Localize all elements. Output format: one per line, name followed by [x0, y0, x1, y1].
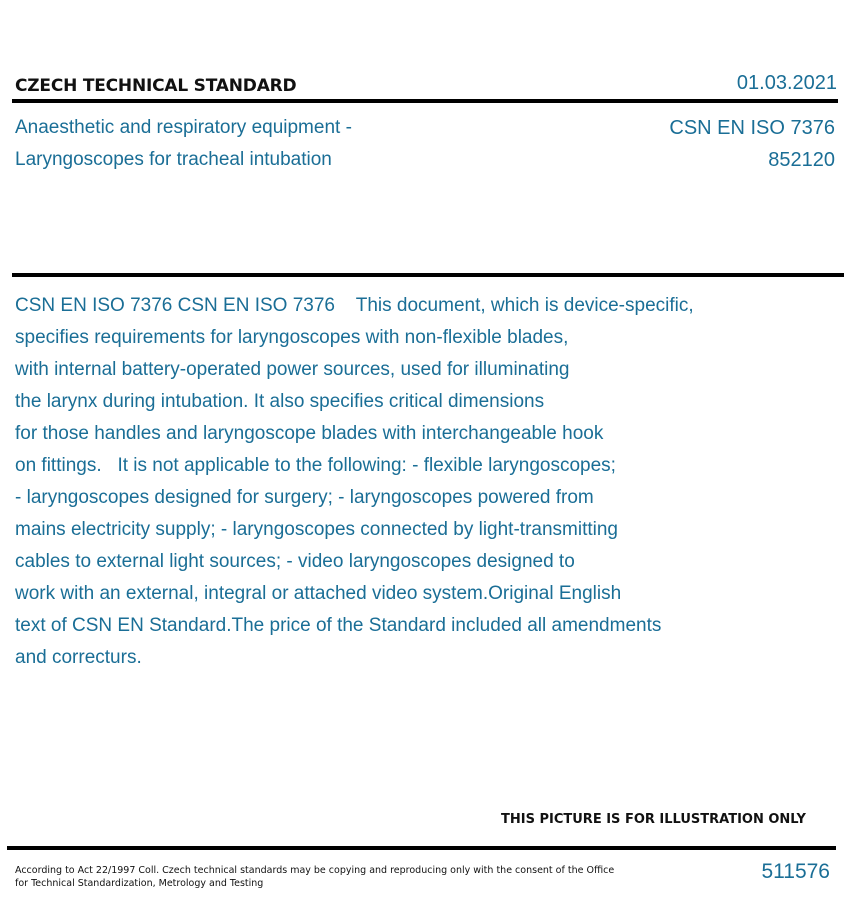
footer-divider: [7, 846, 836, 850]
legal-notice: [15, 864, 614, 890]
header-divider: [12, 99, 838, 103]
description-line: - laryngoscopes designed for surgery; - laryngoscopes powered from: [15, 487, 594, 508]
standard-code: CSN EN ISO 7376: [669, 117, 835, 139]
description-line: on fittings. It is not applicable to the following: - flexible laryngoscopes;: [15, 455, 616, 476]
publication-date: 01.03.2021: [736, 72, 837, 94]
standard-title-line-2: Laryngoscopes for tracheal intubation: [15, 149, 332, 170]
description-line: with internal battery-operated power sources, used for illuminating: [15, 359, 570, 380]
description-line: the larynx during intubation. It also specifies critical dimensions: [15, 391, 545, 412]
legal-notice-line: for Technical Standardization, Metrology and Testing: [15, 878, 264, 889]
legal-notice-line: According to Act 22/1997 Coll. Czech technical standards may be copying and reproducing only with the consent of the Office: [15, 865, 615, 876]
standard-title-line-1: Anaesthetic and respiratory equipment -: [15, 117, 352, 138]
description-line: text of CSN EN Standard.The price of the Standard included all amendments: [15, 615, 662, 636]
description-line: and correcturs.: [15, 647, 142, 668]
description-line: mains electricity supply; - laryngoscopes connected by light-transmitting: [15, 519, 618, 540]
illustration-disclaimer: THIS PICTURE IS FOR ILLUSTRATION ONLY: [501, 812, 806, 827]
section-divider: [12, 273, 844, 277]
document-number: 511576: [761, 860, 830, 883]
classification-number: 852120: [768, 149, 835, 171]
description-line: specifies requirements for laryngoscopes with non-flexible blades,: [15, 327, 569, 348]
description-line: for those handles and laryngoscope blades with interchangeable hook: [15, 423, 604, 444]
description-line: CSN EN ISO 7376 CSN EN ISO 7376 This document, which is device-specific,: [15, 295, 694, 316]
document-type-heading: CZECH TECHNICAL STANDARD: [15, 76, 297, 96]
standard-description: [15, 290, 845, 674]
description-line: work with an external, integral or attached video system.Original English: [15, 583, 622, 604]
description-line: cables to external light sources; - video laryngoscopes designed to: [15, 551, 575, 572]
